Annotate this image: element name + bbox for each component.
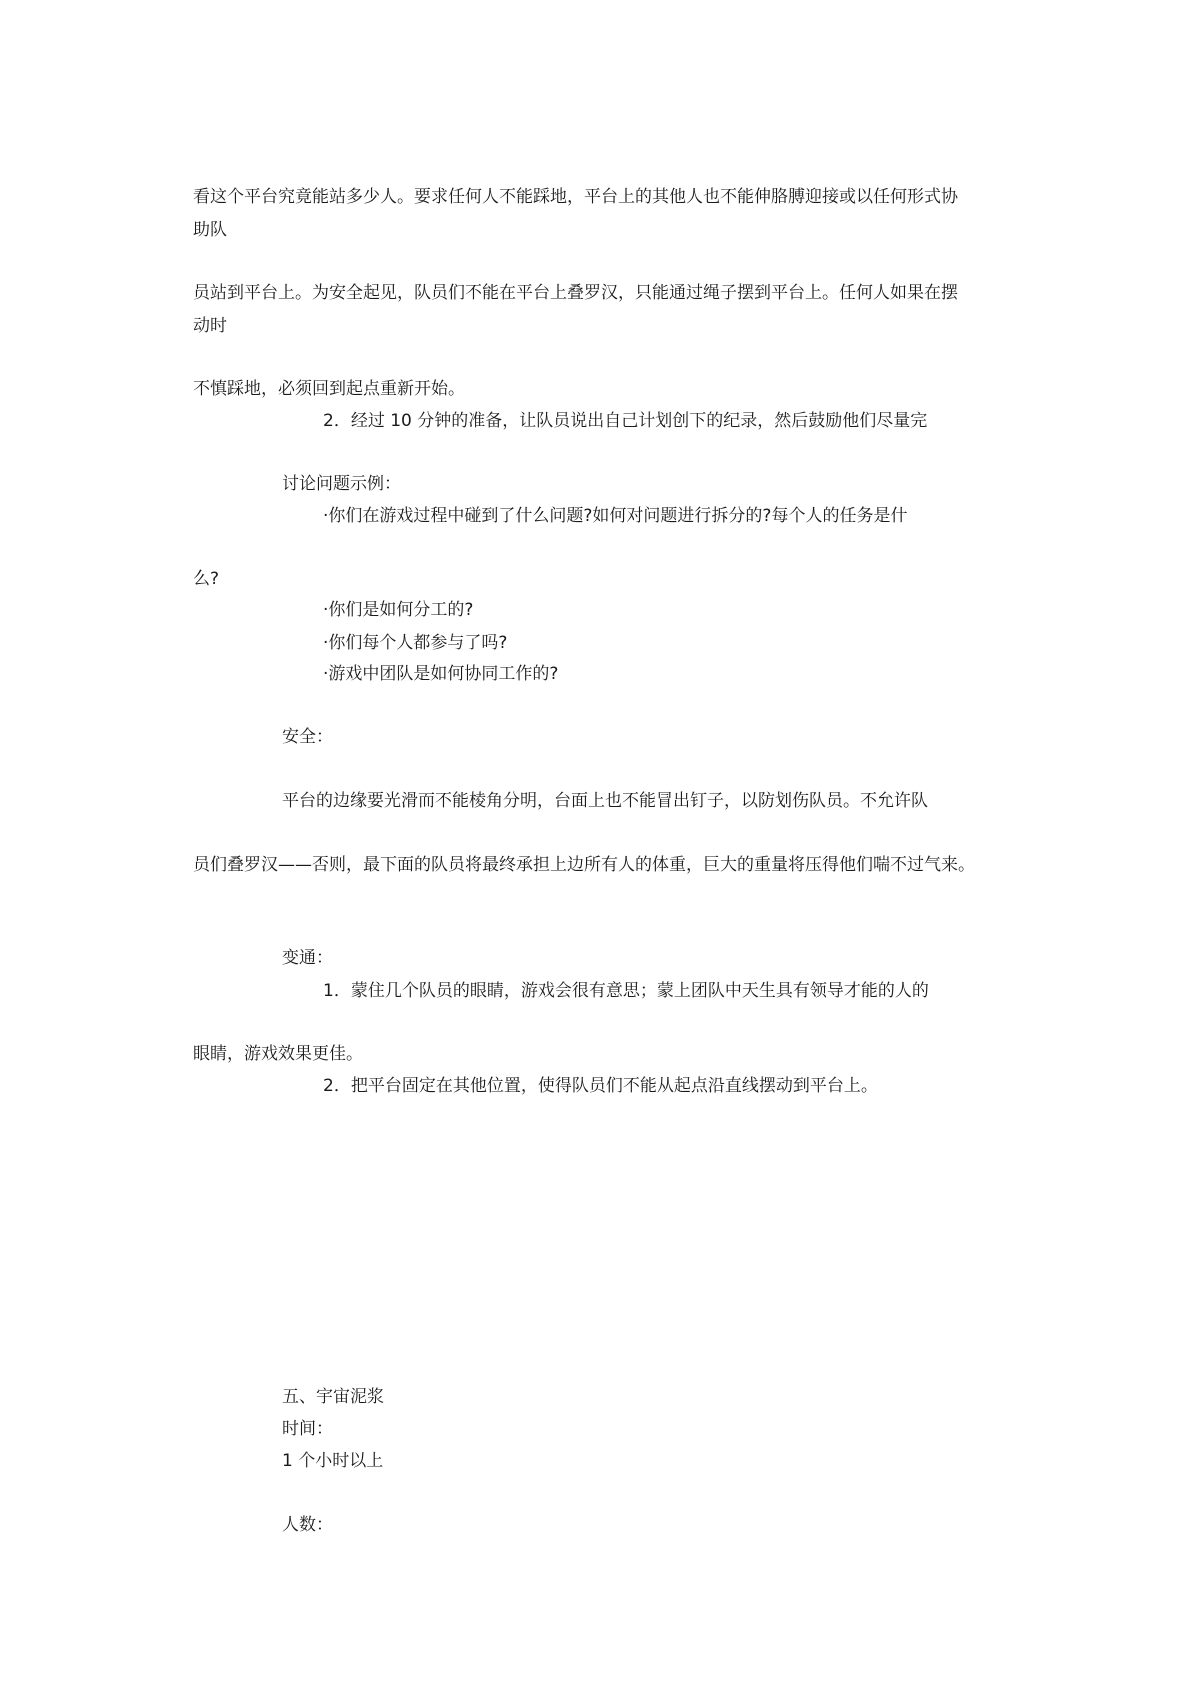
paragraph-line: 平台的边缘要光滑而不能棱角分明，台面上也不能冒出钉子，以防划伤队员。不允许队: [282, 791, 928, 811]
section-heading: 安全：: [282, 727, 333, 747]
numbered-item: 2．把平台固定在其他位置，使得队员们不能从起点沿直线摆动到平台上。: [323, 1076, 878, 1096]
section-heading: 讨论问题示例：: [282, 474, 401, 494]
paragraph-line: 么?: [193, 569, 220, 589]
bullet-item: ·你们是如何分工的?: [323, 600, 474, 620]
paragraph-line: 眼睛，游戏效果更佳。: [193, 1044, 363, 1064]
field-label: 人数：: [282, 1515, 333, 1535]
paragraph-line: 不慎踩地，必须回到起点重新开始。: [193, 379, 465, 399]
bullet-item: ·你们每个人都参与了吗?: [323, 633, 508, 653]
paragraph-line: 助队: [193, 220, 227, 240]
bullet-item: ·你们在游戏过程中碰到了什么问题?如何对问题进行拆分的?每个人的任务是什: [323, 506, 908, 526]
paragraph-line: 员站到平台上。为安全起见，队员们不能在平台上叠罗汉，只能通过绳子摆到平台上。任何人如果在摆: [193, 283, 958, 303]
section-title: 五、宇宙泥浆: [282, 1387, 384, 1407]
paragraph-line: 员们叠罗汉——否则，最下面的队员将最终承担上边所有人的体重，巨大的重量将压得他们喘不过气来。: [193, 855, 975, 875]
field-value: 1 个小时以上: [282, 1451, 384, 1471]
paragraph-line: 动时: [193, 316, 227, 336]
numbered-item: 1．蒙住几个队员的眼睛，游戏会很有意思；蒙上团队中天生具有领导才能的人的: [323, 981, 929, 1001]
section-heading: 变通：: [282, 948, 333, 968]
paragraph-line: 看这个平台究竟能站多少人。要求任何人不能踩地，平台上的其他人也不能伸胳膊迎接或以任何形式协: [193, 187, 958, 207]
numbered-item: 2．经过 10 分钟的准备，让队员说出自己计划创下的纪录，然后鼓励他们尽量完: [323, 411, 928, 431]
bullet-item: ·游戏中团队是如何协同工作的?: [323, 664, 559, 684]
field-label: 时间：: [282, 1419, 333, 1439]
